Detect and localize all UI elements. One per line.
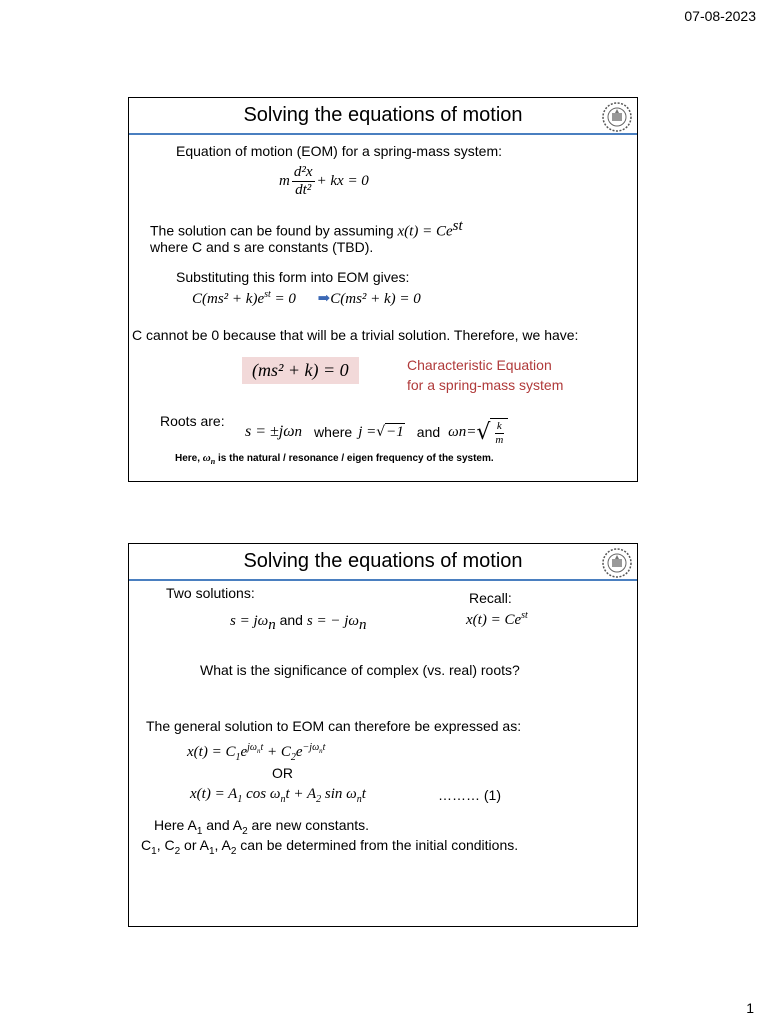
- title-rule: [129, 579, 637, 581]
- characteristic-equation: (ms² + k) = 0: [242, 357, 359, 384]
- slide-title: Solving the equations of motion: [243, 104, 523, 126]
- two-solutions-label: Two solutions:: [166, 585, 255, 601]
- roots-label: Roots are:: [160, 413, 225, 429]
- eom-equation: m $\frac{\text{d²x}}{\text{dt²}}$ + kx = 0: [279, 164, 369, 199]
- or-separator: OR: [272, 765, 293, 781]
- intro-text: Equation of motion (EOM) for a spring-mass system:: [176, 143, 502, 159]
- institute-seal-icon: [601, 101, 633, 133]
- characteristic-label-1: Characteristic Equation: [407, 357, 552, 373]
- recall-equation: $x(t) = Ce^{st}$: [466, 610, 528, 628]
- constants-line: where C and s are constants (TBD).: [150, 239, 374, 255]
- solutions-equation: $s = j\omega_n$ and s = − $j\omega_n$: [230, 612, 367, 633]
- characteristic-label-2: for a spring-mass system: [407, 377, 564, 393]
- solution-line: The solution can be found by assuming $x(t) = Ce^{st}$: [150, 218, 463, 240]
- initial-conditions-text: $C_1$, $C_2$ or $A_1$, $A_2$ can be determined from the initial conditions.: [141, 837, 519, 857]
- institute-seal-icon: [601, 547, 633, 579]
- general-solution-exponential: $x(t) = C_1e^{j\omega_nt} + C_2e^{-j\omega_nt}$: [187, 742, 326, 763]
- general-solution-trig: $x(t) = A_1$ $\cos \omega_nt + A_2$ $\sin \omega_nt$: [190, 786, 366, 805]
- slide-title: Solving the equations of motion: [243, 550, 523, 572]
- trivial-solution-text: C cannot be 0 because that will be a trivial solution. Therefore, we have:: [132, 327, 579, 343]
- recall-label: Recall:: [469, 590, 512, 606]
- equation-number: ……… (1): [438, 787, 501, 803]
- substituted-equation: $C(ms^2 + k)e^{st} = 0$ ➡C(ms² + k) = 0: [192, 289, 421, 307]
- slide-2: [128, 543, 638, 927]
- new-constants-text: Here $A_1$ and $A_2$ are new constants.: [154, 817, 370, 837]
- general-solution-text: The general solution to EOM can therefore be expressed as:: [146, 718, 522, 734]
- right-arrow-icon: ➡: [317, 291, 331, 307]
- page-number: 1: [746, 1000, 754, 1016]
- slide-1: [128, 97, 638, 482]
- natural-frequency-note: Here, $\omega_n$ is the natural / resonance / eigen frequency of the system.: [175, 452, 494, 466]
- date-stamp: 07-08-2023: [684, 8, 756, 24]
- substituting-line: Substituting this form into EOM gives:: [176, 269, 410, 285]
- significance-question: What is the significance of complex (vs. real) roots?: [200, 662, 520, 678]
- title-rule: [129, 133, 637, 135]
- roots-equation: s = ±jω n where j = √ −1 and ω n = √ $\frac{k}{m}$: [245, 418, 508, 446]
